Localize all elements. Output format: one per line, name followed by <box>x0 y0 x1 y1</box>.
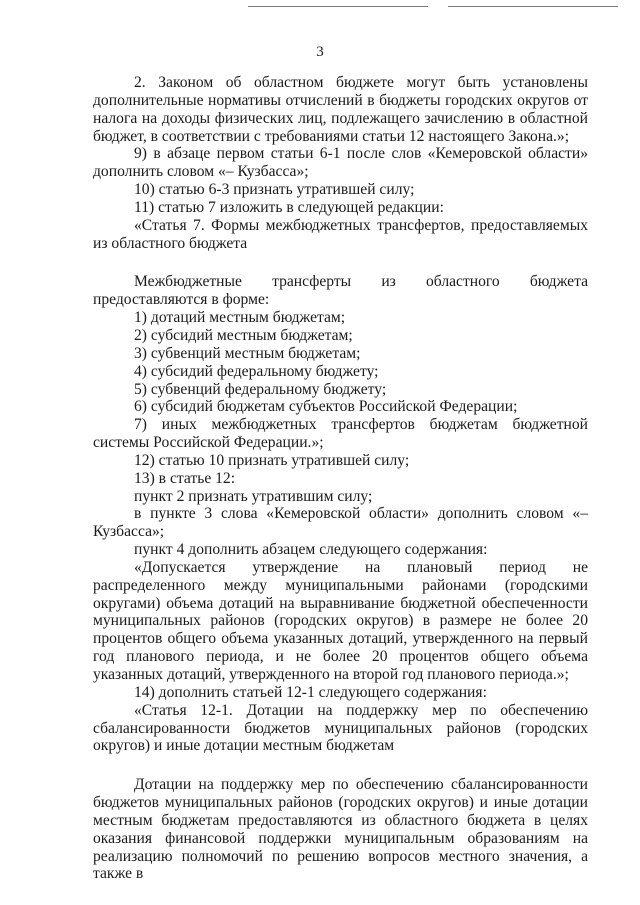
paragraph: в пункте 3 слова «Кемеровской области» дополнить словом «– Кузбасса»; <box>93 505 588 541</box>
paragraph: пункт 4 дополнить абзацем следующего содержания: <box>134 541 488 559</box>
paragraph-gap <box>93 252 588 273</box>
paragraph: 14) дополнить статьей 12-1 следующего содержания: <box>134 683 487 701</box>
header-rule-left <box>248 6 428 7</box>
document-body <box>93 74 588 883</box>
page-number: 3 <box>316 44 324 60</box>
paragraph: 2) субсидий местным бюджетам; <box>134 326 353 344</box>
paragraph: 9) в абзаце первом статьи 6-1 после слов «Кемеровской области» дополнить словом «– Кузбасса»; <box>93 145 588 181</box>
paragraph: 6) субсидий бюджетам субъектов Российской Федерации; <box>134 398 518 416</box>
paragraph: 3) субвенций местным бюджетам; <box>134 344 361 362</box>
paragraph-gap <box>93 755 588 776</box>
paragraph: 13) в статье 12: <box>134 469 236 487</box>
paragraph: 5) субвенций федеральному бюджету; <box>134 380 387 398</box>
paragraph: Дотации на поддержку мер по обеспечению сбалансированности бюджетов муниципальных районов (городских округов) и иные дотации местным бюджетам предоставляются из областного бюджета в целях оказания финансовой поддержки муниципальным образованиям на реализацию полномочий по решению вопросов местного значения, а также в <box>93 776 588 883</box>
paragraph: 10) статью 6-3 признать утратившей силу; <box>134 181 415 199</box>
paragraph: 1) дотаций местным бюджетам; <box>134 309 346 327</box>
paragraph: Межбюджетные трансферты из областного бюджета предоставляются в форме: <box>93 273 588 309</box>
paragraph: пункт 2 признать утратившим силу; <box>134 487 373 505</box>
paragraph: 12) статью 10 признать утратившей силу; <box>134 451 410 469</box>
paragraph: «Допускается утверждение на плановый период не распределенного между муниципальными районами (городскими округами) объема дотаций на выравнивание бюджетной обеспеченности муниципальных районов (городских округов) в размере не более 20 процентов общего объема указанных дотаций, утвержденного на первый год планового периода, и не более 20 процентов общего объема указанных дотаций, утвержденного на второй год планового периода.»; <box>93 558 588 683</box>
paragraph: «Статья 12-1. Дотации на поддержку мер по обеспечению сбалансированности бюджетов муниципальных районов (городских округов) и иные дотации местным бюджетам <box>93 701 588 755</box>
paragraph: 2. Законом об областном бюджете могут быть установлены дополнительные нормативы отчислений в бюджеты городских округов от налога на доходы физических лиц, подлежащего зачислению в областной бюджет, в соответствии с требованиями статьи 12 настоящего Закона.»; <box>93 74 588 145</box>
paragraph: 7) иных межбюджетных трансфертов бюджетам бюджетной системы Российской Федерации.»; <box>93 416 588 452</box>
paragraph: «Статья 7. Формы межбюджетных трансфертов, предоставляемых из областного бюджета <box>93 216 588 252</box>
paragraph: 4) субсидий федеральному бюджету; <box>134 362 379 380</box>
paragraph: 11) статью 7 изложить в следующей редакции: <box>134 198 444 216</box>
header-rule-right <box>448 6 618 7</box>
